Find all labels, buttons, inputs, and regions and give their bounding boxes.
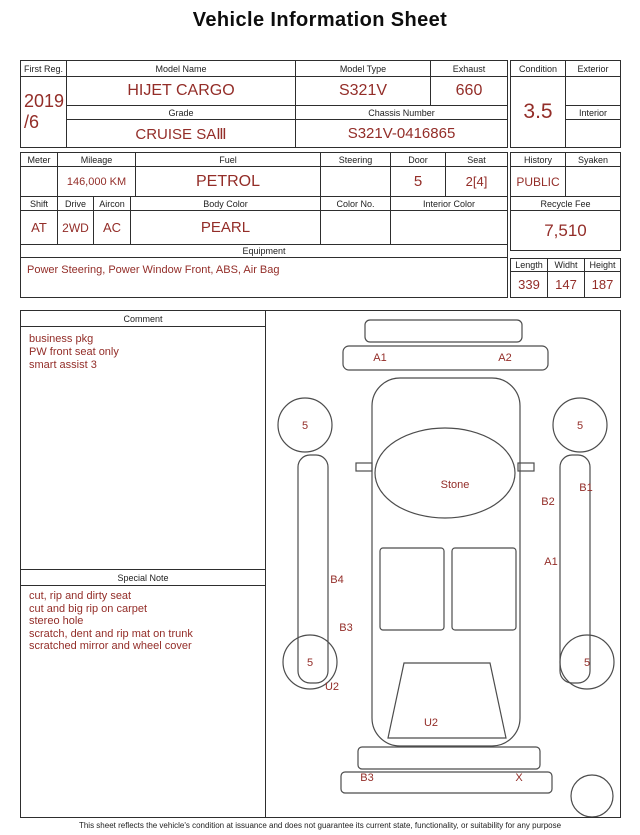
damage-mark: B1 <box>579 482 593 494</box>
comment-text: business pkg PW front seat only smart assist 3 <box>29 333 119 371</box>
damage-mark: X <box>515 772 523 784</box>
model-type-value: S321V <box>296 77 431 106</box>
interior-label: Interior <box>566 106 620 120</box>
first-reg-label: First Reg. <box>21 61 67 77</box>
meter-value <box>21 167 58 196</box>
side-panel-left <box>298 455 328 683</box>
condition-value: 3.5 <box>511 77 566 147</box>
rear-floor <box>388 663 506 738</box>
steering-value <box>321 167 391 196</box>
damage-mark: A2 <box>498 352 512 364</box>
mileage-label: Mileage <box>58 153 136 167</box>
disclaimer-text: This sheet reflects the vehicle's condition at issuance and does not guarantee its current state, functionality, or suitability for any purpose <box>78 821 562 830</box>
damage-marks <box>302 352 593 784</box>
condition-section <box>20 310 621 818</box>
damage-mark: B3 <box>360 772 374 784</box>
damage-mark: A1 <box>544 556 558 568</box>
vehicle-damage-diagram <box>266 311 620 817</box>
spare-tire <box>571 775 613 817</box>
equipment-value: Power Steering, Power Window Front, ABS, Air Bag <box>27 264 280 276</box>
drive-value: 2WD <box>58 211 94 244</box>
damage-mark: B4 <box>330 574 344 586</box>
interior-color-label: Interior Color <box>391 197 507 211</box>
windshield <box>375 428 515 518</box>
notes-column <box>21 311 266 817</box>
special-note-header: Special Note <box>21 569 265 586</box>
recycle-fee-table <box>510 196 621 251</box>
damage-mark: U2 <box>423 717 439 729</box>
grade-label: Grade <box>67 106 296 120</box>
page-title: Vehicle Information Sheet <box>192 9 448 31</box>
damage-mark: U2 <box>324 681 340 693</box>
fuel-label: Fuel <box>136 153 321 167</box>
drivetrain-table <box>20 196 508 245</box>
color-no-label: Color No. <box>321 197 391 211</box>
comment-header: Comment <box>21 311 265 327</box>
exterior-label: Exterior <box>566 61 620 77</box>
roof-panel <box>365 320 522 342</box>
aircon-label: Aircon <box>94 197 131 211</box>
door-label: Door <box>391 153 446 167</box>
damage-mark: 5 <box>583 657 591 669</box>
mileage-value: 146,000 KM <box>58 167 136 196</box>
recycle-fee-label: Recycle Fee <box>511 197 620 211</box>
interior-value <box>566 120 620 147</box>
height-value: 187 <box>591 277 614 292</box>
color-no-value <box>321 211 391 244</box>
first-reg-value <box>21 77 67 147</box>
first-reg-year: 2019 <box>24 91 65 111</box>
meter-label: Meter <box>21 153 58 167</box>
door-value: 5 <box>391 167 446 196</box>
seat-label: Seat <box>446 153 507 167</box>
damage-diagram-panel <box>266 311 620 817</box>
interior-color-value <box>391 211 507 244</box>
damage-mark: 5 <box>306 657 314 669</box>
length-value: 339 <box>511 272 548 297</box>
equipment-table <box>20 244 508 298</box>
first-reg-month: /6 <box>24 112 40 132</box>
damage-mark: B2 <box>541 496 555 508</box>
recycle-fee-value: 7,510 <box>544 220 587 240</box>
history-table <box>510 152 621 197</box>
chassis-number-label: Chassis Number <box>296 106 507 120</box>
damage-mark: A1 <box>373 352 387 364</box>
aircon-value: AC <box>94 211 131 244</box>
chassis-number-value: S321V-0416865 <box>347 125 456 142</box>
model-name-value: HIJET CARGO <box>67 77 296 106</box>
special-note-text: cut, rip and dirty seat cut and big rip on carpet stereo hole scratch, dent and rip mat on trunk scratched mirror and wheel cover <box>29 590 193 652</box>
exterior-value <box>566 77 620 106</box>
model-info-table <box>20 60 508 148</box>
floor-panel-right <box>452 548 516 630</box>
condition-table <box>510 60 621 148</box>
rear-panel <box>358 747 540 769</box>
body-color-label: Body Color <box>131 197 321 211</box>
grade-value: CRUISE SAⅢ <box>67 120 296 147</box>
exhaust-value: 660 <box>431 77 507 106</box>
car-body-outline <box>372 378 520 746</box>
car-outline-group <box>278 320 614 817</box>
history-value: PUBLIC <box>511 167 566 196</box>
mirror-left-icon <box>356 463 372 471</box>
damage-mark: B3 <box>339 622 353 634</box>
damage-mark: Stone <box>440 479 470 491</box>
syaken-value <box>566 167 620 196</box>
syaken-label: Syaken <box>566 153 620 167</box>
floor-panel-left <box>380 548 444 630</box>
height-label: Height <box>585 259 620 272</box>
width-value: 147 <box>548 272 585 297</box>
damage-mark: 5 <box>301 420 309 432</box>
history-label: History <box>511 153 566 167</box>
steering-label: Steering <box>321 153 391 167</box>
seat-value: 2[4] <box>465 174 488 189</box>
body-color-value: PEARL <box>131 211 321 244</box>
shift-value: AT <box>21 211 58 244</box>
condition-label: Condition <box>511 61 566 77</box>
model-name-label: Model Name <box>67 61 296 77</box>
width-label: Widht <box>548 259 585 272</box>
length-label: Length <box>511 259 548 272</box>
mileage-table <box>20 152 508 197</box>
equipment-label: Equipment <box>21 245 507 258</box>
exhaust-label: Exhaust <box>431 61 507 77</box>
drive-label: Drive <box>58 197 94 211</box>
fuel-value: PETROL <box>136 167 321 196</box>
shift-label: Shift <box>21 197 58 211</box>
model-type-label: Model Type <box>296 61 431 77</box>
dimensions-table <box>510 258 621 298</box>
damage-mark: 5 <box>576 420 584 432</box>
